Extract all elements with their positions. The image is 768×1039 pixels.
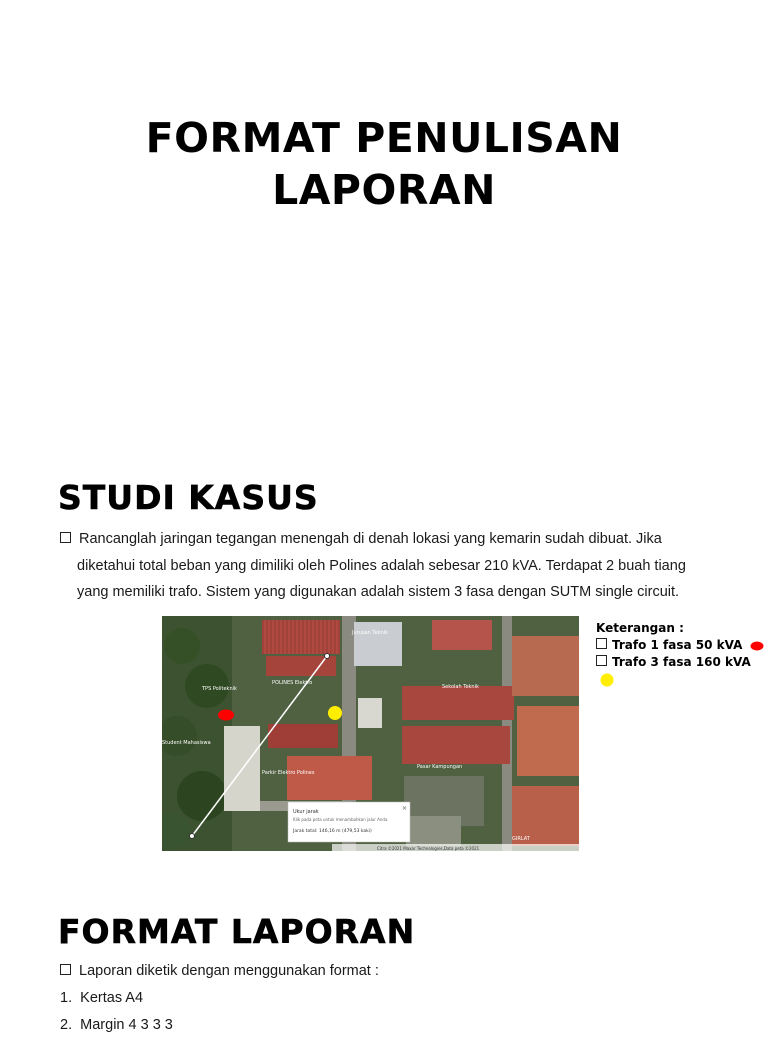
yellow-dot-icon [600,673,614,687]
svg-text:Klik pada peta untuk menambahk: Klik pada peta untuk menambahkan jalur Anda [293,817,388,822]
format-laporan-intro: Laporan diketik dengan menggunakan format : [60,958,700,985]
format-laporan-heading: FORMAT LAPORAN [58,912,416,951]
studi-kasus-paragraph [60,526,700,606]
red-dot-icon [750,641,764,651]
satellite-map [162,616,579,851]
keterangan-title: Keterangan : [596,621,684,635]
satellite-map-image [162,616,579,851]
paragraph-line-3: yang memiliki trafo. Sistem yang digunakan adalah sistem 3 fasa dengan SUTM single circuit. [77,584,680,600]
svg-text:Citra ©2021 Maxar Technologies: Citra ©2021 Maxar Technologies,Data peta ©2021 [377,846,480,851]
svg-text:Ukur jarak: Ukur jarak [293,809,319,815]
checkbox-bullet-icon [596,655,607,666]
list-item: 2. Margin 4 3 3 3 [60,1017,173,1033]
svg-text:Parkir Elektro Polines: Parkir Elektro Polines [262,770,315,776]
format-laporan-list [60,958,700,1039]
svg-text:×: × [402,805,408,812]
checkbox-bullet-icon [596,638,607,649]
page-title-line2: LAPORAN [272,166,496,214]
svg-text:Pasar Kampungan: Pasar Kampungan [417,764,463,770]
svg-text:Sekolah Teknik: Sekolah Teknik [442,684,479,690]
checkbox-bullet-icon [60,964,71,975]
svg-text:Jarak total: 146,16 m (479,53: Jarak total: 146,16 m (479,53 kaki) [293,829,372,834]
svg-text:Jurusan Teknik: Jurusan Teknik [352,630,388,636]
page-title-line1: FORMAT PENULISAN [145,114,623,162]
svg-text:TPS Politeknik: TPS Politeknik [202,686,237,692]
paragraph-line-1: Rancanglah jaringan tegangan menengah di denah lokasi yang kemarin sudah dibuat. Jika [60,526,700,553]
studi-kasus-heading: STUDI KASUS [58,478,319,517]
page-title [0,112,768,216]
svg-text:POLINES Elektro: POLINES Elektro [272,680,313,686]
checkbox-bullet-icon [60,532,71,543]
list-item: 1. Kertas A4 [60,990,144,1006]
keterangan-legend [596,620,768,688]
paragraph-line-2: diketahui total beban yang dimiliki oleh Polines adalah sebesar 210 kVA. Terdapat 2 buah tiang [77,557,686,574]
svg-text:Student Mahasiswa: Student Mahasiswa [162,740,211,746]
svg-text:GIRLAT: GIRLAT [512,836,530,842]
legend-item-trafo-1-fasa: Trafo 1 fasa 50 kVA [596,637,768,654]
legend-item-trafo-3-fasa: Trafo 3 fasa 160 kVA [596,654,768,688]
